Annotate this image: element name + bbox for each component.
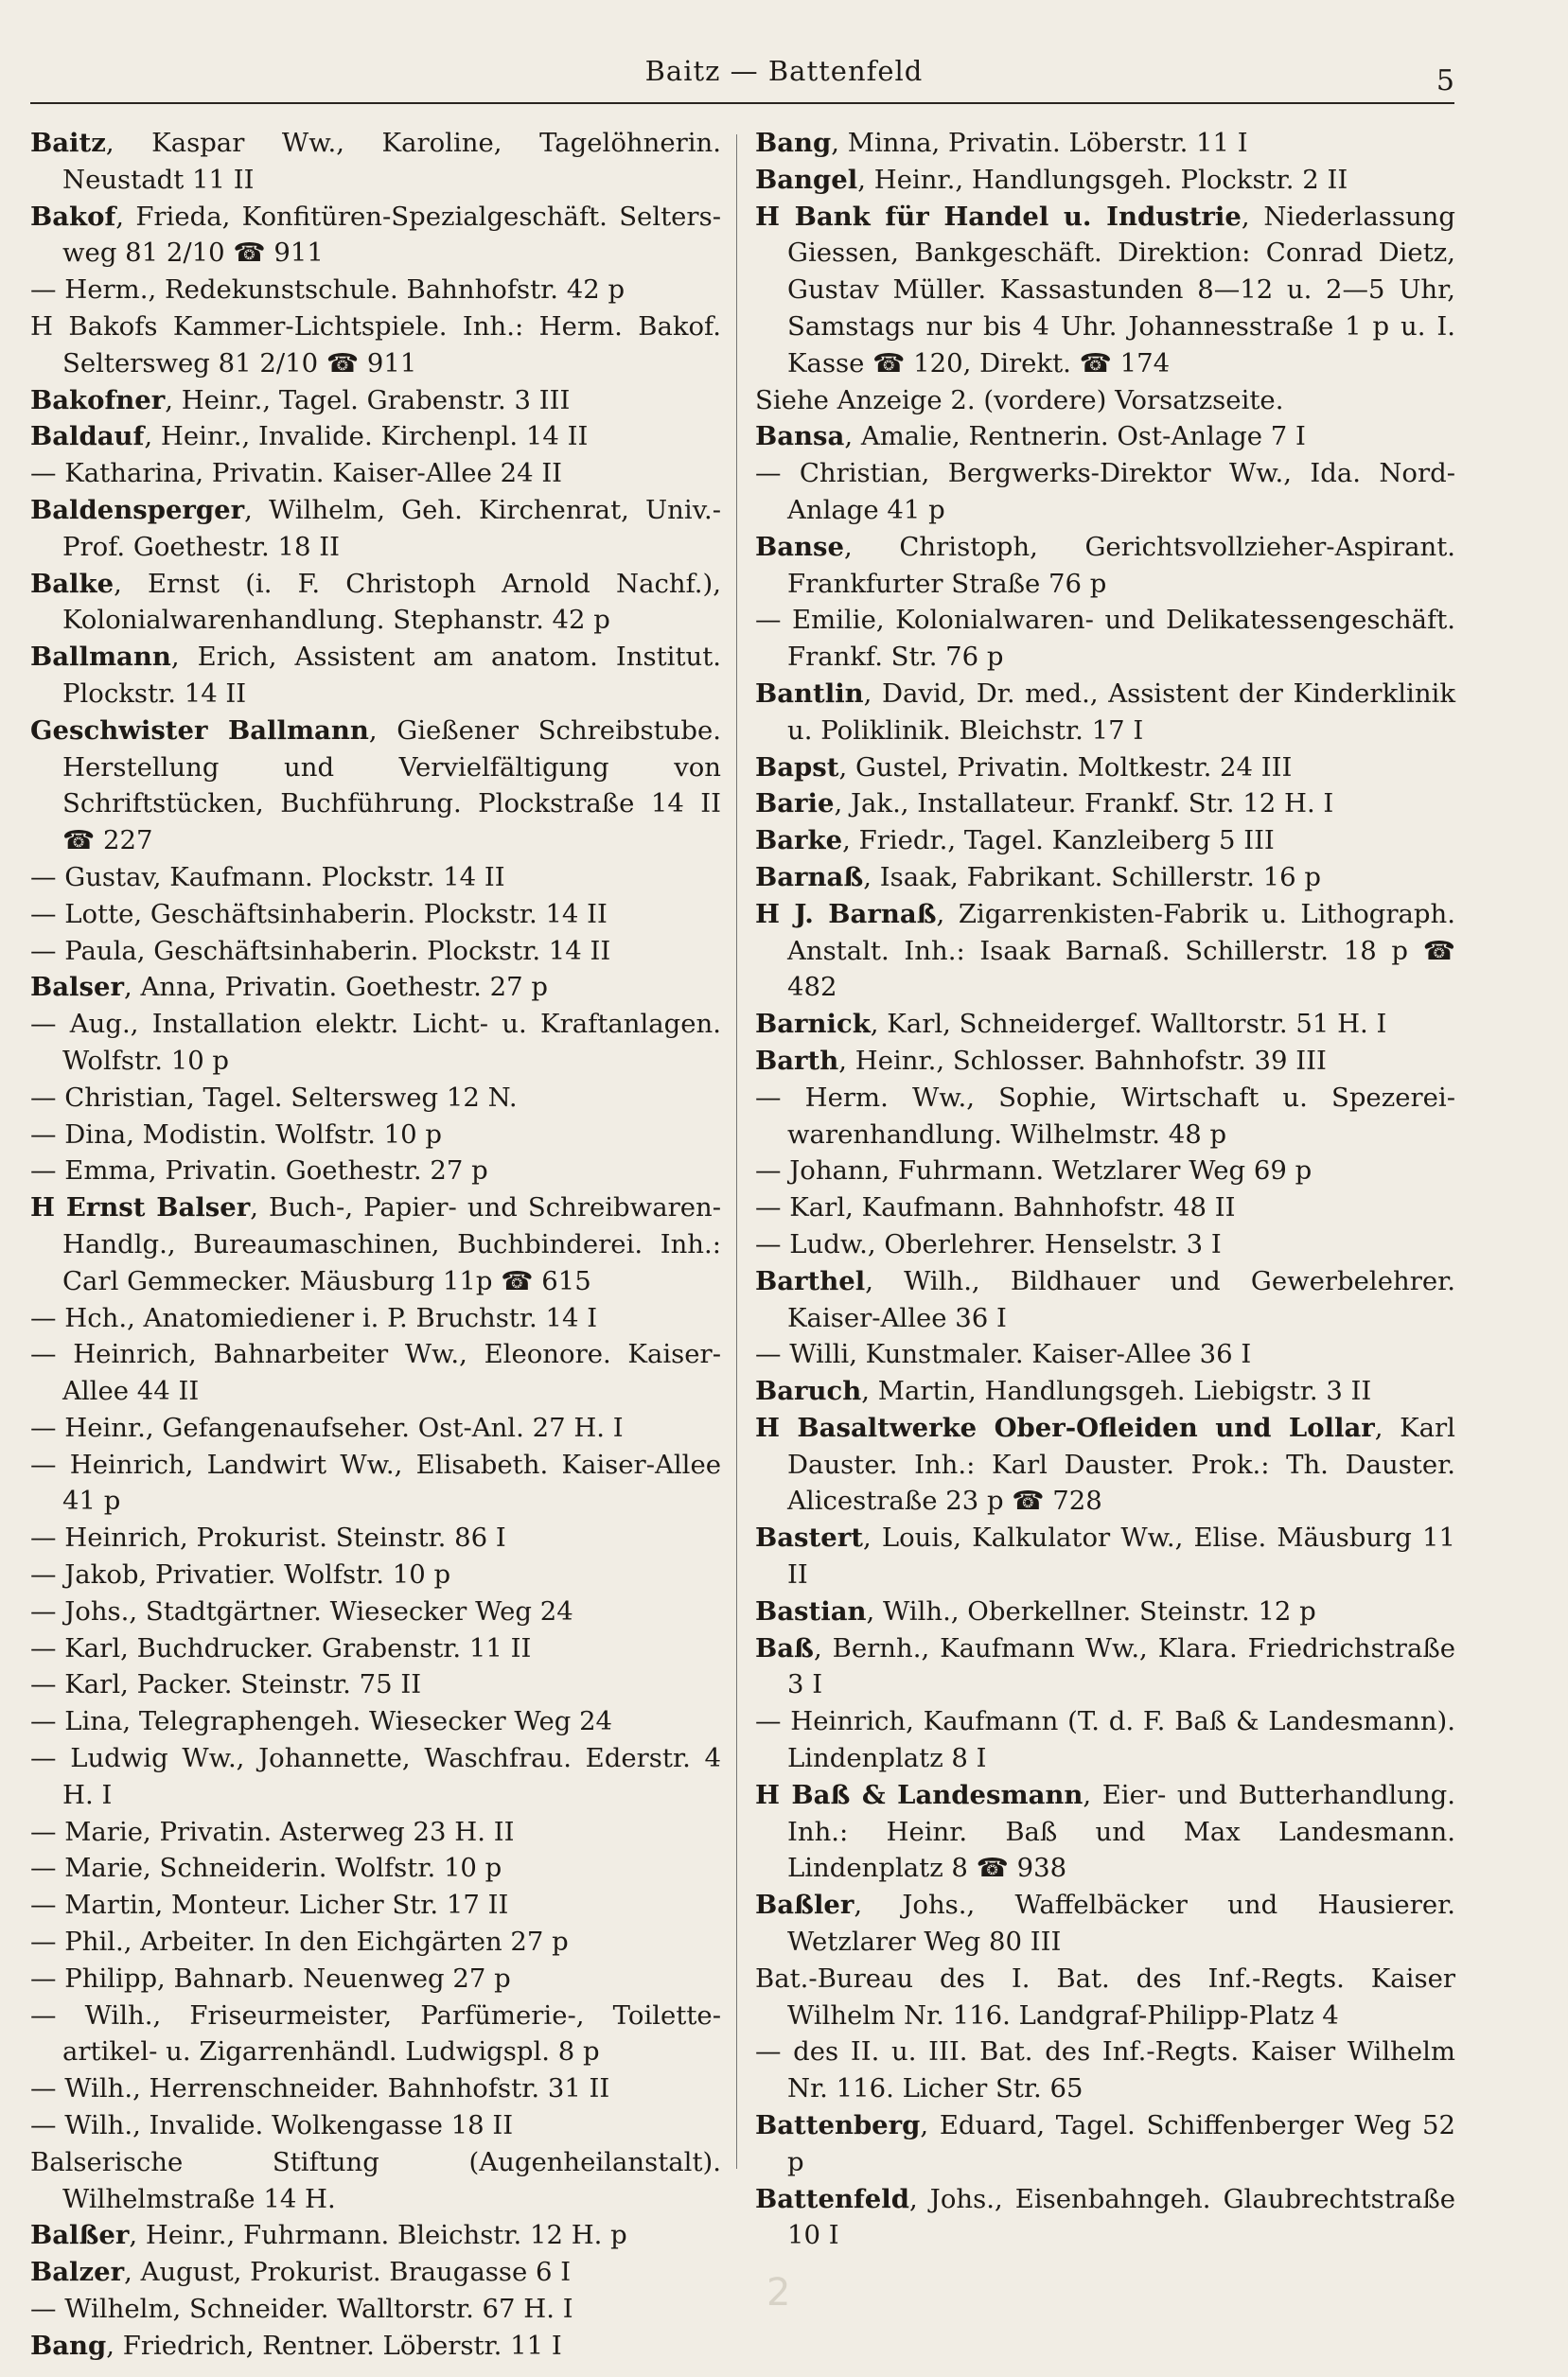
directory-entry: — Katharina, Privatin. Kaiser-Allee 24 II: [30, 458, 563, 489]
directory-entry: Banse, Christoph, Gerichtsvollzieher-Aspirant. Frankfurter Straße 76 p: [755, 531, 1455, 599]
directory-entry: — Martin, Monteur. Licher Str. 17 II: [30, 1890, 509, 1921]
directory-entry: H Ernst Balser, Buch-, Papier- und Schreibwaren-Handlg., Bureaumaschinen, Buchbinderei. Inh.: Carl Gemmecker. Mäusburg 11p ☎ 615: [30, 1192, 722, 1296]
directory-entry: Barthel, Wilh., Bildhauer und Gewerbelehrer. Kaiser-Allee 36 I: [755, 1265, 1455, 1333]
directory-entry: — Willi, Kunstmaler. Kaiser-Allee 36 I: [755, 1339, 1252, 1370]
directory-entry: Baitz, Kaspar Ww., Karoline, Tagelöhnerin. Neustadt 11 II: [30, 128, 721, 195]
directory-entry: Barth, Heinr., Schlosser. Bahnhofstr. 39 III: [755, 1045, 1327, 1076]
directory-entry: — Dina, Modistin. Wolfstr. 10 p: [30, 1118, 442, 1150]
directory-entry: — Aug., Installation elektr. Licht- u. Kraftanlagen. Wolfstr. 10 p: [30, 1009, 721, 1076]
directory-entry: Barke, Friedr., Tagel. Kanzleiberg 5 III: [755, 825, 1275, 856]
directory-entry: — Lotte, Geschäftsinhaberin. Plockstr. 14 II: [30, 898, 608, 929]
directory-entry: Battenfeld, Johs., Eisenbahngeh. Glaubrechtstraße 10 I: [755, 2183, 1455, 2251]
directory-entry: Balzer, August, Prokurist. Braugasse 6 I: [30, 2257, 572, 2288]
header-rule: [30, 102, 1454, 104]
directory-entry: Bapst, Gustel, Privatin. Moltkestr. 24 III: [755, 751, 1293, 783]
directory-entry: — Jakob, Privatier. Wolfstr. 10 p: [30, 1559, 451, 1591]
directory-entry: — Wilh., Invalide. Wolkengasse 18 II: [30, 2110, 514, 2141]
directory-entry: Barnick, Karl, Schneidergef. Walltorstr. 51 H. I: [755, 1009, 1387, 1040]
directory-entry: Baß, Bernh., Kaufmann Ww., Klara. Friedrichstraße 3 I: [755, 1632, 1455, 1700]
directory-entry: — Ludwig Ww., Johannette, Waschfrau. Ederstr. 4 H. I: [30, 1743, 721, 1810]
directory-entry: — Marie, Schneiderin. Wolfstr. 10 p: [30, 1853, 502, 1884]
directory-entry: — Gustav, Kaufmann. Plockstr. 14 II: [30, 861, 505, 892]
directory-entry: Bangel, Heinr., Handlungsgeh. Plockstr. 2 II: [755, 164, 1348, 195]
directory-entry: Battenberg, Eduard, Tagel. Schiffenberger Weg 52 p: [755, 2110, 1455, 2177]
directory-entry: Bastian, Wilh., Oberkellner. Steinstr. 12 p: [755, 1595, 1316, 1627]
directory-entry: Barnaß, Isaak, Fabrikant. Schillerstr. 16 p: [755, 861, 1321, 892]
directory-entry: H J. Barnaß, Zigarrenkisten-Fabrik u. Lithograph. Anstalt. Inh.: Isaak Barnaß. Schillerstr. 18 p ☎ 482: [755, 898, 1455, 1003]
directory-entry: Bantlin, David, Dr. med., Assistent der Kinderklinik u. Poliklinik. Bleichstr. 17 I: [755, 678, 1455, 746]
directory-entry: Bansa, Amalie, Rentnerin. Ost-Anlage 7 I: [755, 421, 1306, 452]
directory-entry: Balserische Stiftung (Augenheilanstalt). Wilhelmstraße 14 H.: [30, 2146, 721, 2214]
directory-entry: Ballmann, Erich, Assistent am anatom. Institut. Plockstr. 14 II: [30, 642, 721, 709]
directory-entry: Bang, Friedrich, Rentner. Löberstr. 11 I: [30, 2330, 562, 2361]
directory-entry: — Johs., Stadtgärtner. Wiesecker Weg 24: [30, 1595, 573, 1627]
directory-entry: — Karl, Kaufmann. Bahnhofstr. 48 II: [755, 1192, 1236, 1224]
directory-entry: — Heinr., Gefangenaufseher. Ost-Anl. 27 H. I: [30, 1412, 624, 1443]
directory-entry: — Wilh., Friseurmeister, Parfümerie-, Toiletteartikel- u. Zigarrenhändl. Ludwigspl. 8 p: [30, 1999, 721, 2068]
directory-entry: H Baß & Landesmann, Eier- und Butterhandlung. Inh.: Heinr. Baß und Max Landesmann. Lindenplatz 8 ☎ 938: [755, 1779, 1455, 1884]
directory-entry: — Wilhelm, Schneider. Walltorstr. 67 H. I: [30, 2294, 573, 2325]
directory-entry: Bang, Minna, Privatin. Löberstr. 11 I: [755, 128, 1248, 158]
left-column: [30, 125, 721, 2365]
directory-entry: Baßler, Johs., Waffelbäcker und Hausierer. Wetzlarer Weg 80 III: [755, 1890, 1455, 1958]
directory-entry: Geschwister Ballmann, Gießener Schreibstube. Herstellung und Vervielfältigung von Schriftstücken, Buchführung. Plockstraße 14 II ☎ 227: [30, 714, 721, 856]
directory-entry: — Lina, Telegraphengeh. Wiesecker Weg 24: [30, 1706, 613, 1737]
directory-entry: — Christian, Bergwerks-Direktor Ww., Ida. Nord-Anlage 41 p: [755, 458, 1455, 525]
directory-entry: — Christian, Tagel. Seltersweg 12 N.: [30, 1082, 518, 1113]
directory-entry: — Heinrich, Bahnarbeiter Ww., Eleonore. Kaiser-Allee 44 II: [30, 1339, 721, 1407]
directory-entry: — Marie, Privatin. Asterweg 23 H. II: [30, 1816, 515, 1847]
directory-entry: H Basaltwerke Ober-Ofleiden und Lollar, Karl Dauster. Inh.: Karl Dauster. Prok.: Th. Dauster. Alicestraße 23 p ☎ 728: [755, 1412, 1455, 1517]
directory-entry: Balßer, Heinr., Fuhrmann. Bleichstr. 12 H. p: [30, 2220, 627, 2251]
directory-entry: — Hch., Anatomiediener i. P. Bruchstr. 14 I: [30, 1302, 598, 1333]
directory-entry: — Ludw., Oberlehrer. Henselstr. 3 I: [755, 1228, 1222, 1259]
directory-entry: — Karl, Buchdrucker. Grabenstr. 11 II: [30, 1632, 532, 1664]
directory-entry: Balser, Anna, Privatin. Goethestr. 27 p: [30, 972, 548, 1003]
directory-entry: H Bank für Handel u. Industrie, Niederlassung Giessen, Bankgeschäft. Direktion: Conrad Dietz, Gustav Müller. Kassastunden 8—12 u. 2—5 Uhr, Samstags nur bis 4 Uhr. Johannesstraße 1 p u. I. Kasse ☎ 120, Direkt. ☎ 174: [755, 201, 1455, 379]
pencil-mark: 2: [766, 2271, 791, 2315]
directory-entry: Bakofner, Heinr., Tagel. Grabenstr. 3 III: [30, 384, 571, 415]
directory-entry: Baldensperger, Wilhelm, Geh. Kirchenrat, Univ.-Prof. Goethestr. 18 II: [30, 494, 721, 562]
directory-entry: — Heinrich, Landwirt Ww., Elisabeth. Kaiser-Allee 41 p: [30, 1449, 721, 1517]
directory-entry: — Philipp, Bahnarb. Neuenweg 27 p: [30, 1963, 511, 1994]
page-header: [0, 55, 1568, 102]
directory-entry: — Paula, Geschäftsinhaberin. Plockstr. 14 II: [30, 935, 611, 966]
page-number: 5: [1436, 64, 1454, 97]
directory-entry: — Emilie, Kolonialwaren- und Delikatessengeschäft. Frankf. Str. 76 p: [755, 605, 1455, 673]
directory-entry: Bastert, Louis, Kalkulator Ww., Elise. Mäusburg 11 II: [755, 1523, 1455, 1591]
directory-entry: — Herm. Ww., Sophie, Wirtschaft u. Spezereiwarenhandlung. Wilhelmstr. 48 p: [755, 1082, 1455, 1150]
directory-entry: — Johann, Fuhrmann. Wetzlarer Weg 69 p: [755, 1155, 1313, 1187]
directory-entry: Bat.-Bureau des I. Bat. des Inf.-Regts. Kaiser Wilhelm Nr. 116. Landgraf-Philipp-Platz 4: [755, 1963, 1455, 2031]
directory-entry: Siehe Anzeige 2. (vordere) Vorsatzseite.: [755, 384, 1284, 415]
directory-entry: — Karl, Packer. Steinstr. 75 II: [30, 1669, 422, 1700]
right-column: [755, 125, 1455, 2254]
directory-entry: Baruch, Martin, Handlungsgeh. Liebigstr. 3 II: [755, 1376, 1372, 1407]
directory-entry: Baldauf, Heinr., Invalide. Kirchenpl. 14 II: [30, 421, 589, 452]
directory-entry: Barie, Jak., Installateur. Frankf. Str. 12 H. I: [755, 788, 1334, 819]
directory-entry: — Wilh., Herrenschneider. Bahnhofstr. 31 II: [30, 2073, 610, 2104]
directory-entry: — des II. u. III. Bat. des Inf.-Regts. Kaiser Wilhelm Nr. 116. Licher Str. 65: [755, 2036, 1455, 2104]
directory-entry: — Emma, Privatin. Goethestr. 27 p: [30, 1155, 488, 1187]
directory-entry: — Heinrich, Kaufmann (T. d. F. Baß & Landesmann). Lindenplatz 8 I: [755, 1706, 1455, 1774]
running-head: Baitz — Battenfeld: [644, 55, 924, 87]
directory-entry: Bakof, Frieda, Konfitüren-Spezialgeschäft. Seltersweg 81 2/10 ☎ 911: [30, 201, 721, 269]
directory-entry: H Bakofs Kammer-Lichtspiele. Inh.: Herm. Bakof. Seltersweg 81 2/10 ☎ 911: [30, 310, 721, 379]
column-divider: [736, 134, 737, 2169]
directory-entry: Balke, Ernst (i. F. Christoph Arnold Nachf.), Kolonialwarenhandlung. Stephanstr. 42 p: [30, 568, 721, 636]
directory-entry: — Phil., Arbeiter. In den Eichgärten 27 p: [30, 1927, 569, 1958]
directory-entry: — Herm., Redekunstschule. Bahnhofstr. 42 p: [30, 274, 625, 306]
directory-entry: — Heinrich, Prokurist. Steinstr. 86 I: [30, 1523, 506, 1554]
